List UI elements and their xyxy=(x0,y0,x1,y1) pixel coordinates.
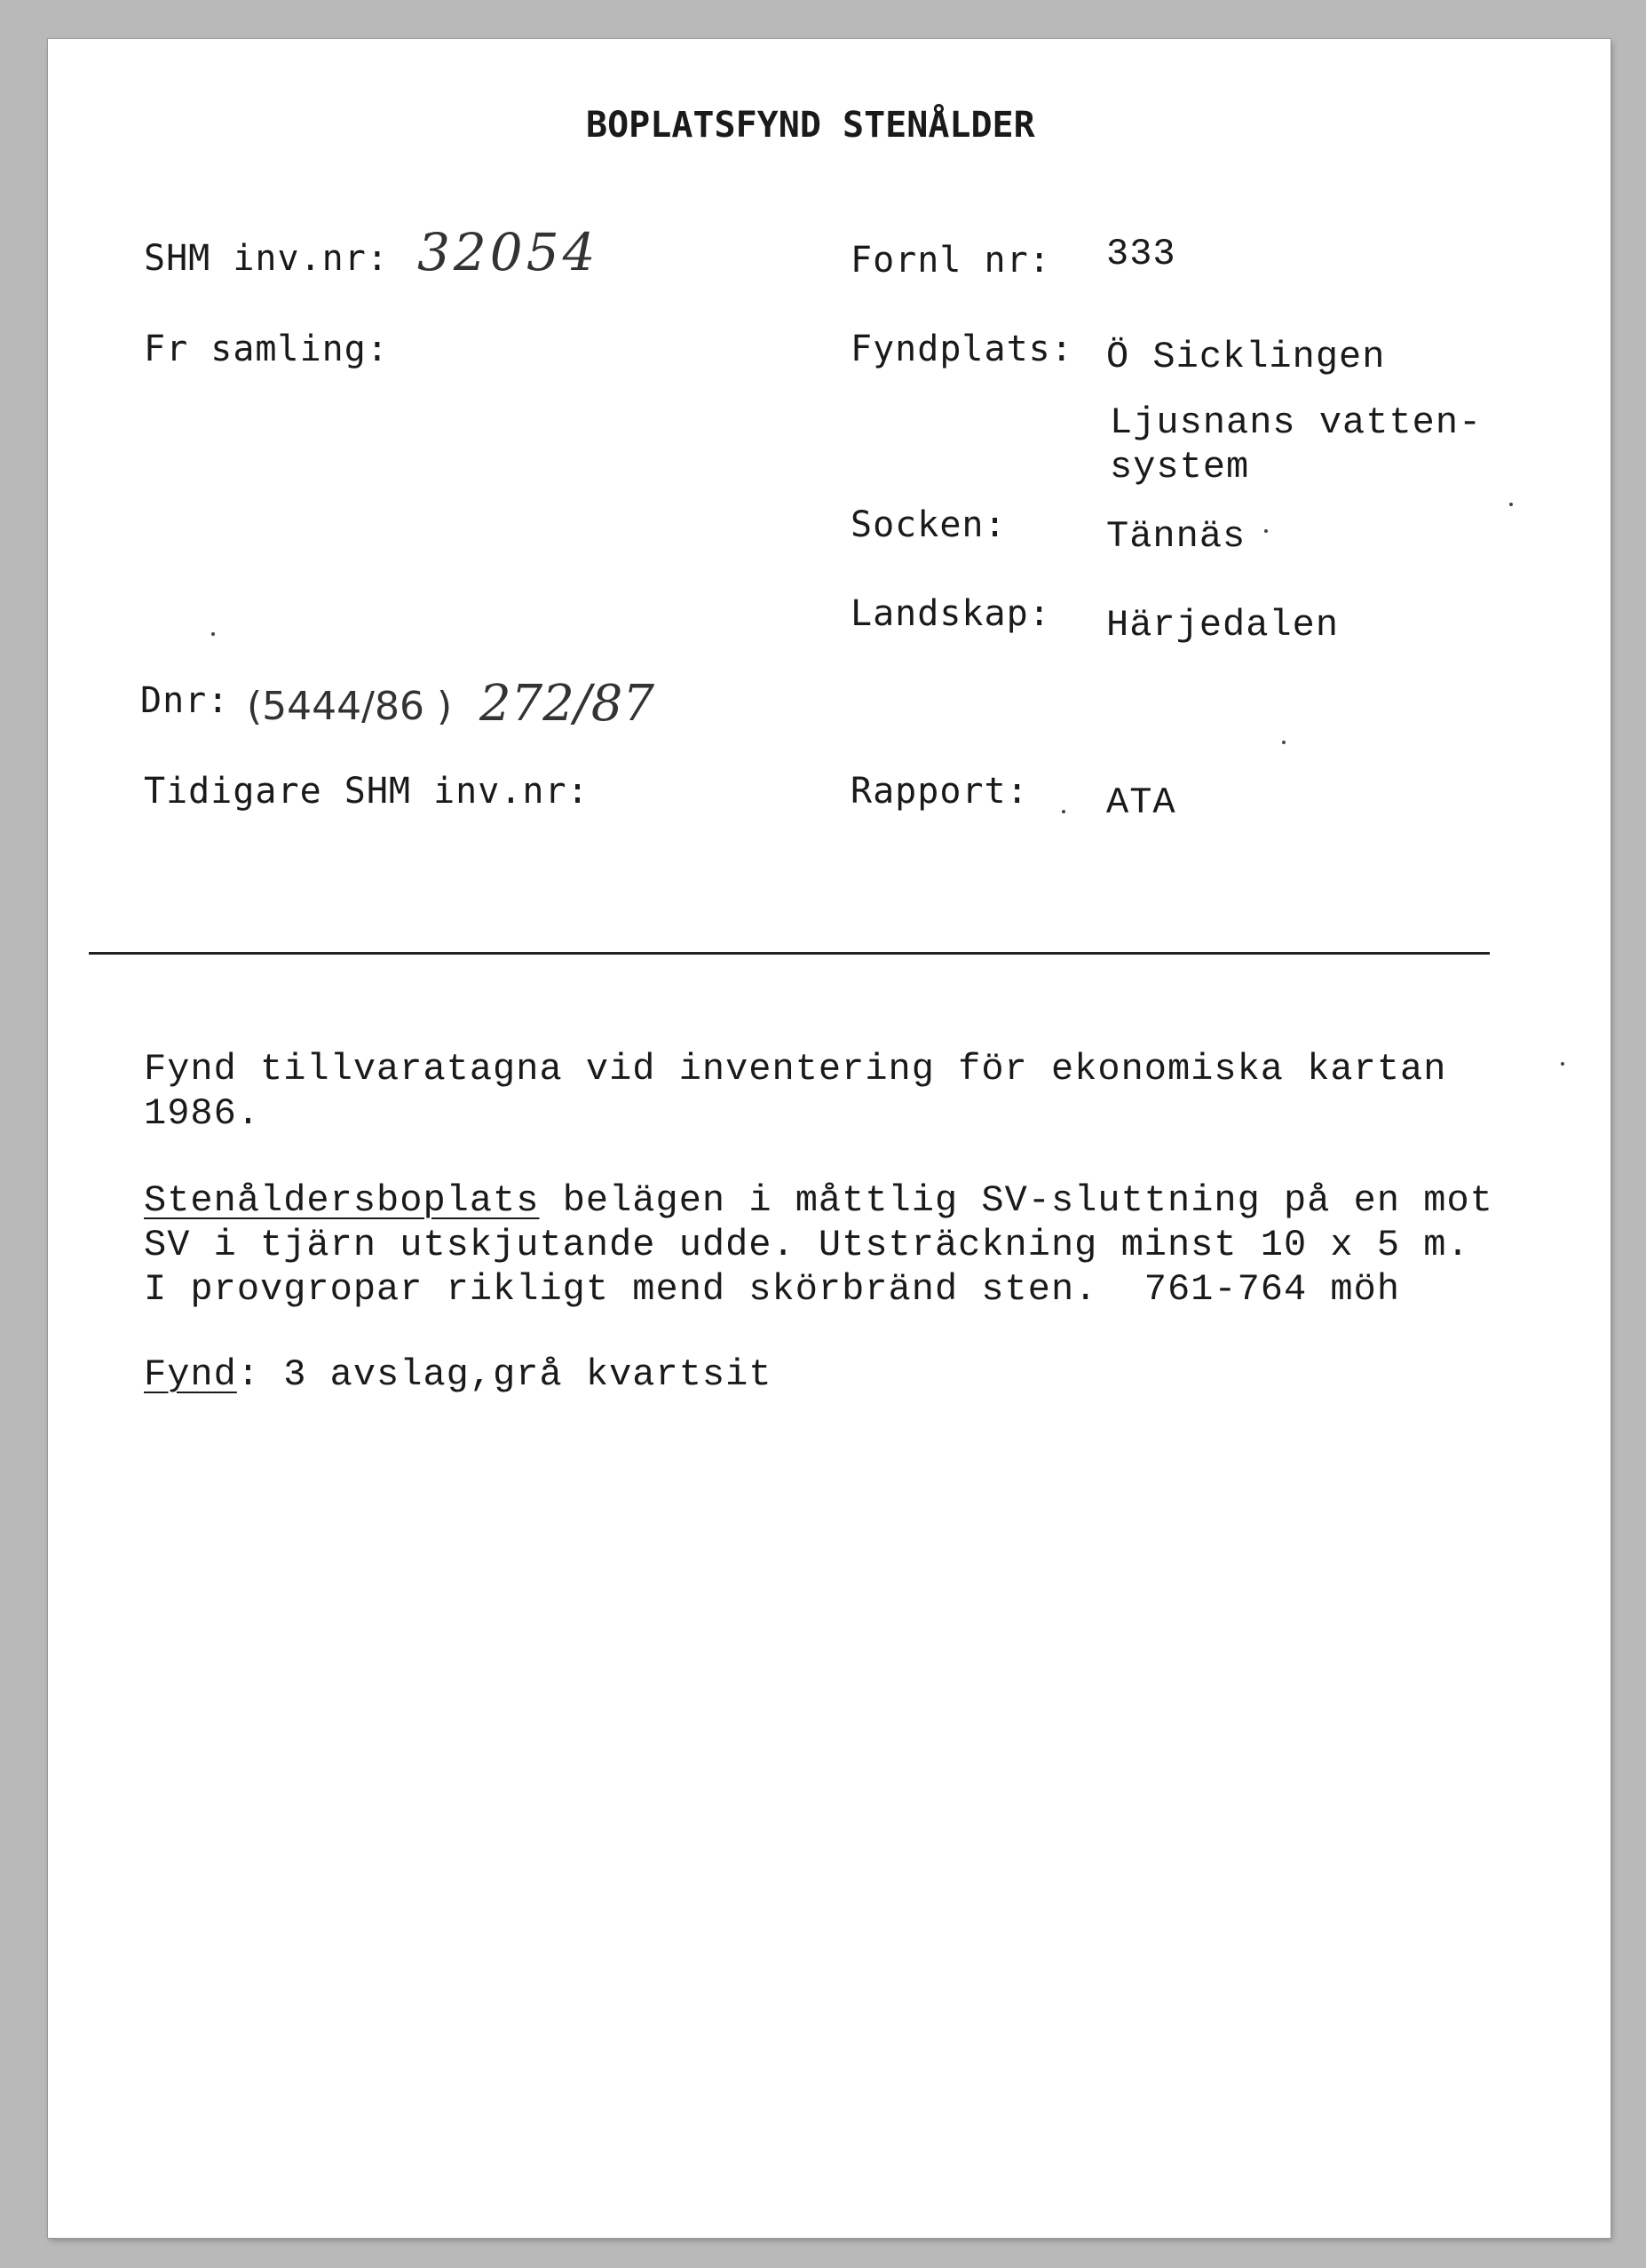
card-title: BOPLATSFYND STENÅLDER xyxy=(586,105,1035,146)
fyndplats-label: Fyndplats: xyxy=(851,329,1073,369)
dnr-label: Dnr: xyxy=(140,680,230,721)
fornl-label: Fornl nr: xyxy=(851,240,1051,281)
shm-inv-label: SHM inv.nr: xyxy=(144,238,389,279)
fyndplats-line2: Ljusnans vatten- xyxy=(1110,401,1483,444)
divider-line xyxy=(89,952,1490,955)
tidigare-label: Tidigare SHM inv.nr: xyxy=(144,771,590,812)
dnr-value: (5444/86 ) xyxy=(247,684,453,729)
fr-samling-label: Fr samling: xyxy=(144,329,389,369)
socken-value: Tännäs xyxy=(1106,515,1246,558)
body-p2-line3: I provgropar rikligt mend skörbränd sten. 761-764 möh xyxy=(144,1268,1401,1311)
scan-speck xyxy=(1062,810,1065,813)
shm-inv-value: 32054 xyxy=(417,222,599,282)
body-p1-line2: 1986. xyxy=(144,1092,261,1135)
body-p2-line1-rest: belägen i måttlig SV-sluttning på en mot xyxy=(539,1179,1493,1222)
fynd-text: : 3 avslag,grå kvartsit xyxy=(236,1353,772,1396)
fyndplats-line3: system xyxy=(1110,446,1250,488)
fynd-line xyxy=(144,1353,772,1396)
socken-label: Socken: xyxy=(851,504,1007,545)
fynd-label: Fynd xyxy=(144,1353,237,1396)
body-p1-line1: Fynd tillvaratagna vid inventering för ekonomiska kartan xyxy=(144,1048,1447,1090)
rapport-value: ATA xyxy=(1106,781,1176,824)
landskap-value: Härjedalen xyxy=(1106,604,1340,646)
scan-speck xyxy=(1509,503,1513,506)
landskap-label: Landskap: xyxy=(851,593,1051,634)
fyndplats-line1: Ö Sicklingen xyxy=(1106,336,1386,378)
body-p2-line1 xyxy=(144,1179,1493,1222)
scan-speck xyxy=(1561,1062,1564,1066)
scan-speck xyxy=(1264,529,1268,533)
body-p2-line2: SV i tjärn utskjutande udde. Utsträckning minst 10 x 5 m. xyxy=(144,1224,1470,1266)
boplats-heading: Stenåldersboplats xyxy=(144,1179,540,1222)
fornl-value: 333 xyxy=(1106,233,1176,275)
scan-speck xyxy=(211,632,215,636)
rapport-label: Rapport: xyxy=(851,771,1029,812)
scan-speck xyxy=(1282,741,1286,744)
dnr-handwritten: 272/87 xyxy=(479,675,655,733)
